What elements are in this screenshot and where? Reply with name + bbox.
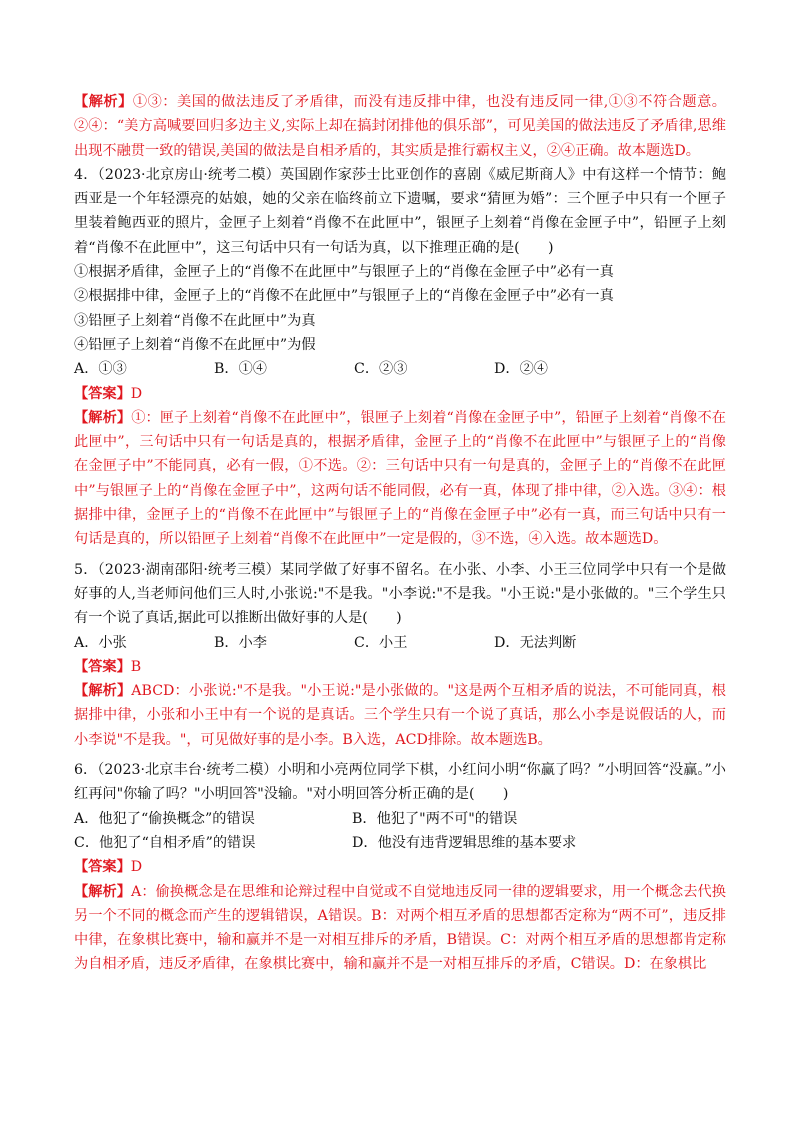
option-b: B．①④: [214, 361, 267, 378]
statement-4: ④铅匣子上刻着“肖像不在此匣中”为假: [74, 336, 316, 353]
analysis-label: 【解析】: [74, 883, 132, 900]
option-b: B．他犯了"两不可"的错误: [352, 810, 518, 827]
statement-2: ②根据排中律，金匣子上的“肖像不在此匣中”与银匣子上的“肖像在金匣子中”必有一真: [74, 288, 614, 305]
answer-value: D: [130, 385, 143, 402]
analysis-text: ①③：美国的做法违反了矛盾律，而没有违反排中律，也没有违反同一律,①③不符合题意。②④：“美方高喊要回归多边主义,实际上却在搞封闭排他的俱乐部”，可见美国的做法违反了矛盾律,思维出现不融贯一致的错误,美国的做法是自相矛盾的，其实质是推行霸权主义，②④正确。故本题选D。: [74, 94, 726, 159]
analysis-label: 【解析】: [74, 683, 132, 700]
answer-label: 【答案】: [74, 385, 131, 402]
answer-6: [74, 855, 726, 879]
options-q6-row2: [74, 831, 726, 855]
question-stem: （2023·北京丰台·统考二模）小明和小亮两位同学下棋，小红问小明“你赢了吗？”小明回答“没赢。”小红再问"你输了吗？"小明回答"没输。"对小明回答分析正确的是( ): [74, 762, 726, 803]
option-c: C．他犯了“自相矛盾”的错误: [74, 834, 256, 851]
option-d: D．②④: [494, 361, 548, 378]
answer-value: B: [130, 658, 142, 675]
analysis-label: 【解析】: [74, 94, 133, 110]
answer-4: [74, 382, 726, 406]
analysis-6: [74, 880, 726, 977]
options-q6-row1: [74, 807, 726, 831]
answer-value: D: [130, 859, 143, 876]
analysis-prev: [74, 90, 726, 163]
analysis-5: [74, 679, 726, 752]
question-number: 4．: [74, 166, 98, 183]
analysis-text: ABCD：小张说:"不是我。"小王说:"是小张做的。"这是两个互相矛盾的说法，不可能同真，根据排中律，小张和小王中有一个说的是真话。三个学生只有一个说了真话，那么小李是说假话的人，而小李说"不是我。"，可见做好事的是小李。B入选，ACD排除。故本题选B。: [74, 683, 726, 748]
option-d: D．无法判断: [494, 634, 577, 651]
analysis-text: ①：匣子上刻着“肖像不在此匣中”，银匣子上刻着“肖像在金匣子中”，铅匣子上刻着“肖像不在此匣中”，三句话中只有一句话是真的，根据矛盾律，金匣子上的“肖像不在此匣中”与银匣子上的“肖像在金匣子中”不能同真，必有一假，①不选。②：三句话中只有一句是真的，金匣子上的“肖像不在此匣中”与银匣子上的“肖像在金匣子中”，这两句话不能同假，必有一真，体现了排中律，②入选。③④：根据排中律，金匣子上的“肖像不在此匣中”与银匣子上的“肖像在金匣子中”必有一真，而三句话中只有一句话是真的，所以铅匣子上刻着“肖像不在此匣中”一定是假的，③不选，④入选。故本题选D。: [74, 409, 726, 548]
analysis-text: A：偷换概念是在思维和论辩过程中自觉或不自觉地违反同一律的逻辑要求，用一个概念去代换另一个不同的概念而产生的逻辑错误，A错误。B：对两个相互矛盾的思想都否定称为“两不可”，违反排中律，在象棋比赛中，输和赢并不是一对相互排斥的矛盾，B错误。C：对两个相互矛盾的思想都肯定称为自相矛盾，违反矛盾律，在象棋比赛中，输和赢并不是一对相互排斥的矛盾，C错误。D：在象棋比: [74, 883, 726, 973]
question-6: [74, 758, 726, 807]
question-stem: （2023·湖南邵阳·统考三模）某同学做了好事不留名。在小张、小李、小王三位同学中只有一个是做好事的人,当老师问他们三人时,小张说:"不是我。"小李说:"不是我。"小王说:"是小张做的。"三个学生只有一个说了真话,据此可以推断出做好事的人是( ): [74, 561, 727, 627]
options-q4: [74, 357, 726, 381]
option-a: A．小张: [74, 634, 127, 651]
option-a: A．①③: [74, 361, 127, 378]
answer-label: 【答案】: [74, 658, 131, 675]
option-c: C．小王: [354, 634, 408, 651]
question-5: [74, 558, 726, 631]
question-4: [74, 163, 726, 260]
analysis-4: [74, 406, 726, 552]
statement-3: ③铅匣子上刻着“肖像不在此匣中”为真: [74, 312, 316, 329]
option-b: B．小李: [214, 634, 267, 651]
analysis-label: 【解析】: [74, 409, 132, 426]
options-q5: [74, 631, 726, 655]
question-number: 6．: [74, 762, 98, 779]
answer-5: [74, 655, 726, 679]
option-d: D．他没有违背逻辑思维的基本要求: [352, 834, 577, 851]
document-content: [74, 90, 726, 977]
answer-label: 【答案】: [74, 859, 131, 876]
question-number: 5．: [74, 561, 98, 578]
option-c: C．②③: [354, 361, 408, 378]
statement-1: ①根据矛盾律，金匣子上的“肖像不在此匣中”与银匣子上的“肖像在金匣子中”必有一真: [74, 264, 614, 281]
question-stem: （2023·北京房山·统考二模）英国剧作家莎士比亚创作的喜剧《威尼斯商人》中有这样一个情节：鲍西亚是一个年轻漂亮的姑娘，她的父亲在临终前立下遗嘱，要求“猜匣为婚”：三个匣子中只有一个匣子里装着鲍西亚的照片，金匣子上刻着“肖像不在此匣中”，银匣子上刻着“肖像在金匣子中”，铅匣子上刻着“肖像不在此匣中”，这三句话中只有一句话为真，以下推理正确的是( ): [74, 166, 727, 256]
option-a: A．他犯了“偷换概念”的错误: [74, 810, 255, 827]
